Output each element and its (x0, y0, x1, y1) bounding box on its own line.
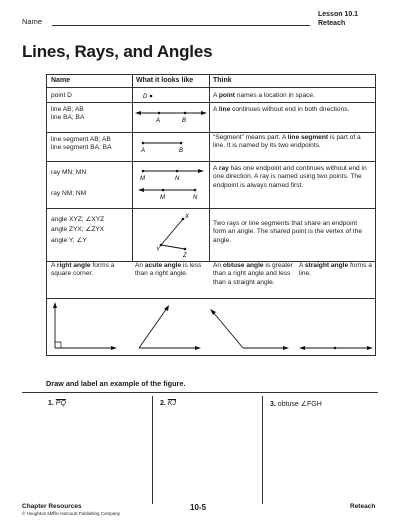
right-angle-text: A right angle forms a square corner. (51, 262, 115, 278)
name-field[interactable] (52, 25, 310, 26)
point-a-label: A (141, 148, 146, 154)
line-name-ba: line BA; BA (51, 114, 85, 122)
angle-name-zyx: angle ZYX; ∠ZYX (51, 226, 105, 234)
exercise-item-1: 1. $\overline{PQ}$ (48, 400, 66, 407)
row-segment-name (51, 136, 111, 153)
footer-right: Reteach (350, 503, 376, 510)
exercise-item-3: 3. obtuse ∠FGH (270, 401, 322, 408)
lesson-label (318, 10, 358, 28)
name-label: Name (22, 17, 43, 26)
exercise-caption: Draw and label an example of the figure. (46, 379, 186, 388)
answer-area-1[interactable] (48, 412, 148, 502)
row-divider (47, 161, 375, 162)
lesson-number: Lesson 10.1 (318, 11, 359, 18)
answer-area-2[interactable] (160, 412, 258, 502)
exercise-divider (22, 392, 378, 393)
segment-name-ba: line segment BA; BA (51, 144, 112, 152)
point-z-label: Z (183, 253, 187, 259)
row-segment-think: “Segment” means part. A line segment is part of a line. It is named by its two endpoints. (213, 134, 361, 150)
point-n-label: N (175, 176, 180, 182)
point-y-label: Y (156, 247, 161, 253)
header-looks-like: What it looks like (132, 75, 209, 88)
straight-angle-text: A straight angle forms a line. (299, 262, 372, 278)
point-diagram (133, 90, 209, 102)
row-line-name (51, 106, 84, 123)
point-label: D (143, 94, 148, 100)
exercise-column-divider (152, 396, 153, 504)
copyright: © Houghton Mifflin Harcourt Publishing Company (22, 511, 121, 516)
row-ray-name-mn: ray MN; MN (51, 169, 87, 176)
row-divider (47, 208, 375, 209)
row-divider (47, 102, 375, 103)
page-title: Lines, Rays, and Angles (22, 42, 213, 61)
row-ray-name-nm: ray NM; NM (51, 190, 87, 197)
row-line-think: A line continues without end in both directions. (213, 106, 350, 113)
point-a-label: A (156, 118, 161, 124)
header-name: Name (47, 75, 132, 88)
angle-types-panel (46, 260, 376, 356)
row-angle-name (51, 216, 104, 245)
row-angle-think: Two rays or line segments that share an endpoint form an angle. The shared point is the vertex of the angle. (213, 220, 363, 244)
point-n-label: N (193, 195, 198, 201)
header-think: Think (209, 75, 375, 88)
ray-diagram (133, 164, 209, 206)
row-point-think: A point names a location in space. (213, 92, 315, 99)
exercise-item-2: 2. $\overline{KJ}$ (160, 400, 176, 407)
point-x-label: X (185, 214, 190, 220)
acute-angle-text: An acute angle is less than a right angle. (135, 262, 202, 278)
point-b-label: B (182, 118, 187, 124)
angle-types-diagram (47, 298, 377, 356)
point-m-label: M (160, 195, 165, 201)
row-ray-think: A ray has one endpoint and continues without end in one direction. A ray is named using two points. The endpoint is always named first. (213, 165, 367, 189)
point-m-label: M (140, 176, 145, 182)
answer-area-3[interactable] (270, 412, 376, 502)
segment-diagram (133, 135, 209, 159)
line-name-ab: line AB; AB (51, 106, 84, 113)
segment-name-ab: line segment AB; AB (51, 136, 111, 143)
point-b-label: B (179, 148, 184, 154)
reteach-label: Reteach (318, 20, 346, 27)
obtuse-angle-text: An obtuse angle is greater than a right angle and less than a straight angle. (213, 262, 293, 286)
angle-diagram (133, 209, 209, 259)
exercise-column-divider (262, 396, 263, 504)
line-diagram (133, 106, 209, 130)
angle-name-y: angle Y; ∠Y (51, 236, 87, 244)
angle-name-xyz: angle XYZ; ∠XYZ (51, 216, 105, 223)
footer-left: Chapter Resources (22, 503, 82, 510)
footer-page-number: 10-5 (190, 503, 207, 512)
row-divider (47, 132, 375, 133)
row-point-name: point D (51, 92, 72, 99)
